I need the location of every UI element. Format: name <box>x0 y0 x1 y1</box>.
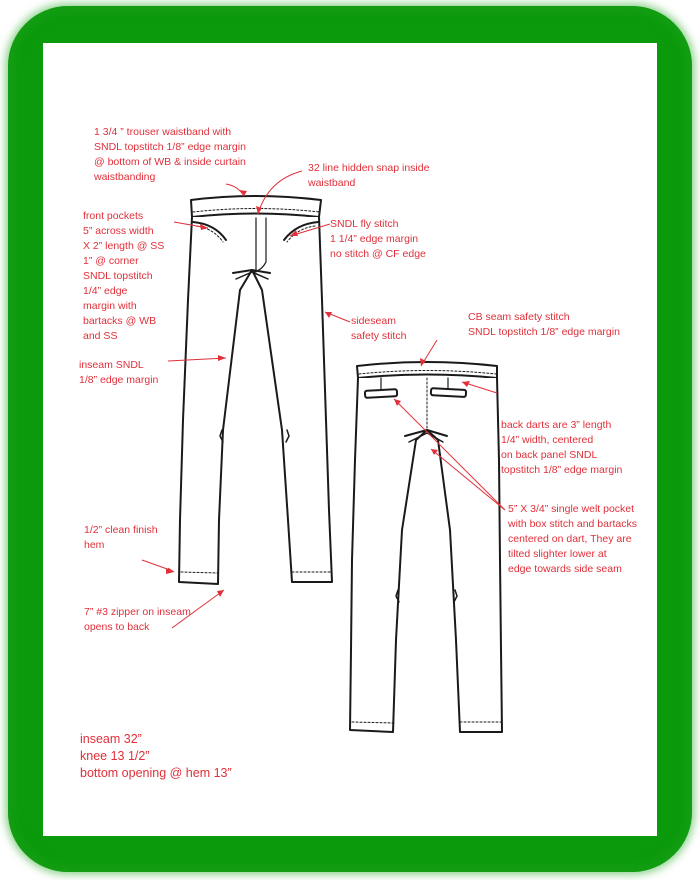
waistband-note: 1 3/4 ” trouser waistband with SNDL topstitch 1/8” edge margin @ bottom of WB & inside curtain waistbanding <box>94 126 246 183</box>
cb-seam-note: CB seam safety stitch SNDL topstitch 1/8” edge margin <box>468 311 620 338</box>
back-trouser-flat <box>350 362 502 732</box>
fly-stitch-note: SNDL fly stitch 1 1/4” edge margin no stitch @ CF edge <box>330 218 426 260</box>
back-right-welt-pocket <box>431 388 466 397</box>
back-darts-note: back darts are 3” length 1/4” width, centered on back panel SNDL topstitch 1/8” edge margin <box>501 419 623 476</box>
back-waistband <box>357 362 497 378</box>
inseam-spec: inseam 32” <box>80 732 142 746</box>
snap-note: 32 line hidden snap inside waistband <box>308 162 430 189</box>
front-pockets-note: front pockets 5” across width X 2” length @ SS 1” @ corner SNDL topstitch 1/4” edge margin with bartacks @ WB and SS <box>83 210 165 342</box>
inseam-sndl-note: inseam SNDL 1/8” edge margin <box>79 359 159 386</box>
front-waistband <box>191 196 321 217</box>
welt-pocket-note: 5” X 3/4” single welt pocket with box stitch and bartacks centered on dart, They are tilted slighter lower at edge towards side seam <box>508 503 637 575</box>
front-trouser-flat <box>179 196 332 584</box>
bottom-opening-spec: bottom opening @ hem 13” <box>80 766 232 780</box>
hem-note: 1/2” clean finish hem <box>84 524 158 551</box>
zipper-note: 7” #3 zipper on inseam opens to back <box>84 606 191 633</box>
knee-spec: knee 13 1/2” <box>80 749 150 763</box>
sideseam-note: sideseam safety stitch <box>351 315 407 342</box>
